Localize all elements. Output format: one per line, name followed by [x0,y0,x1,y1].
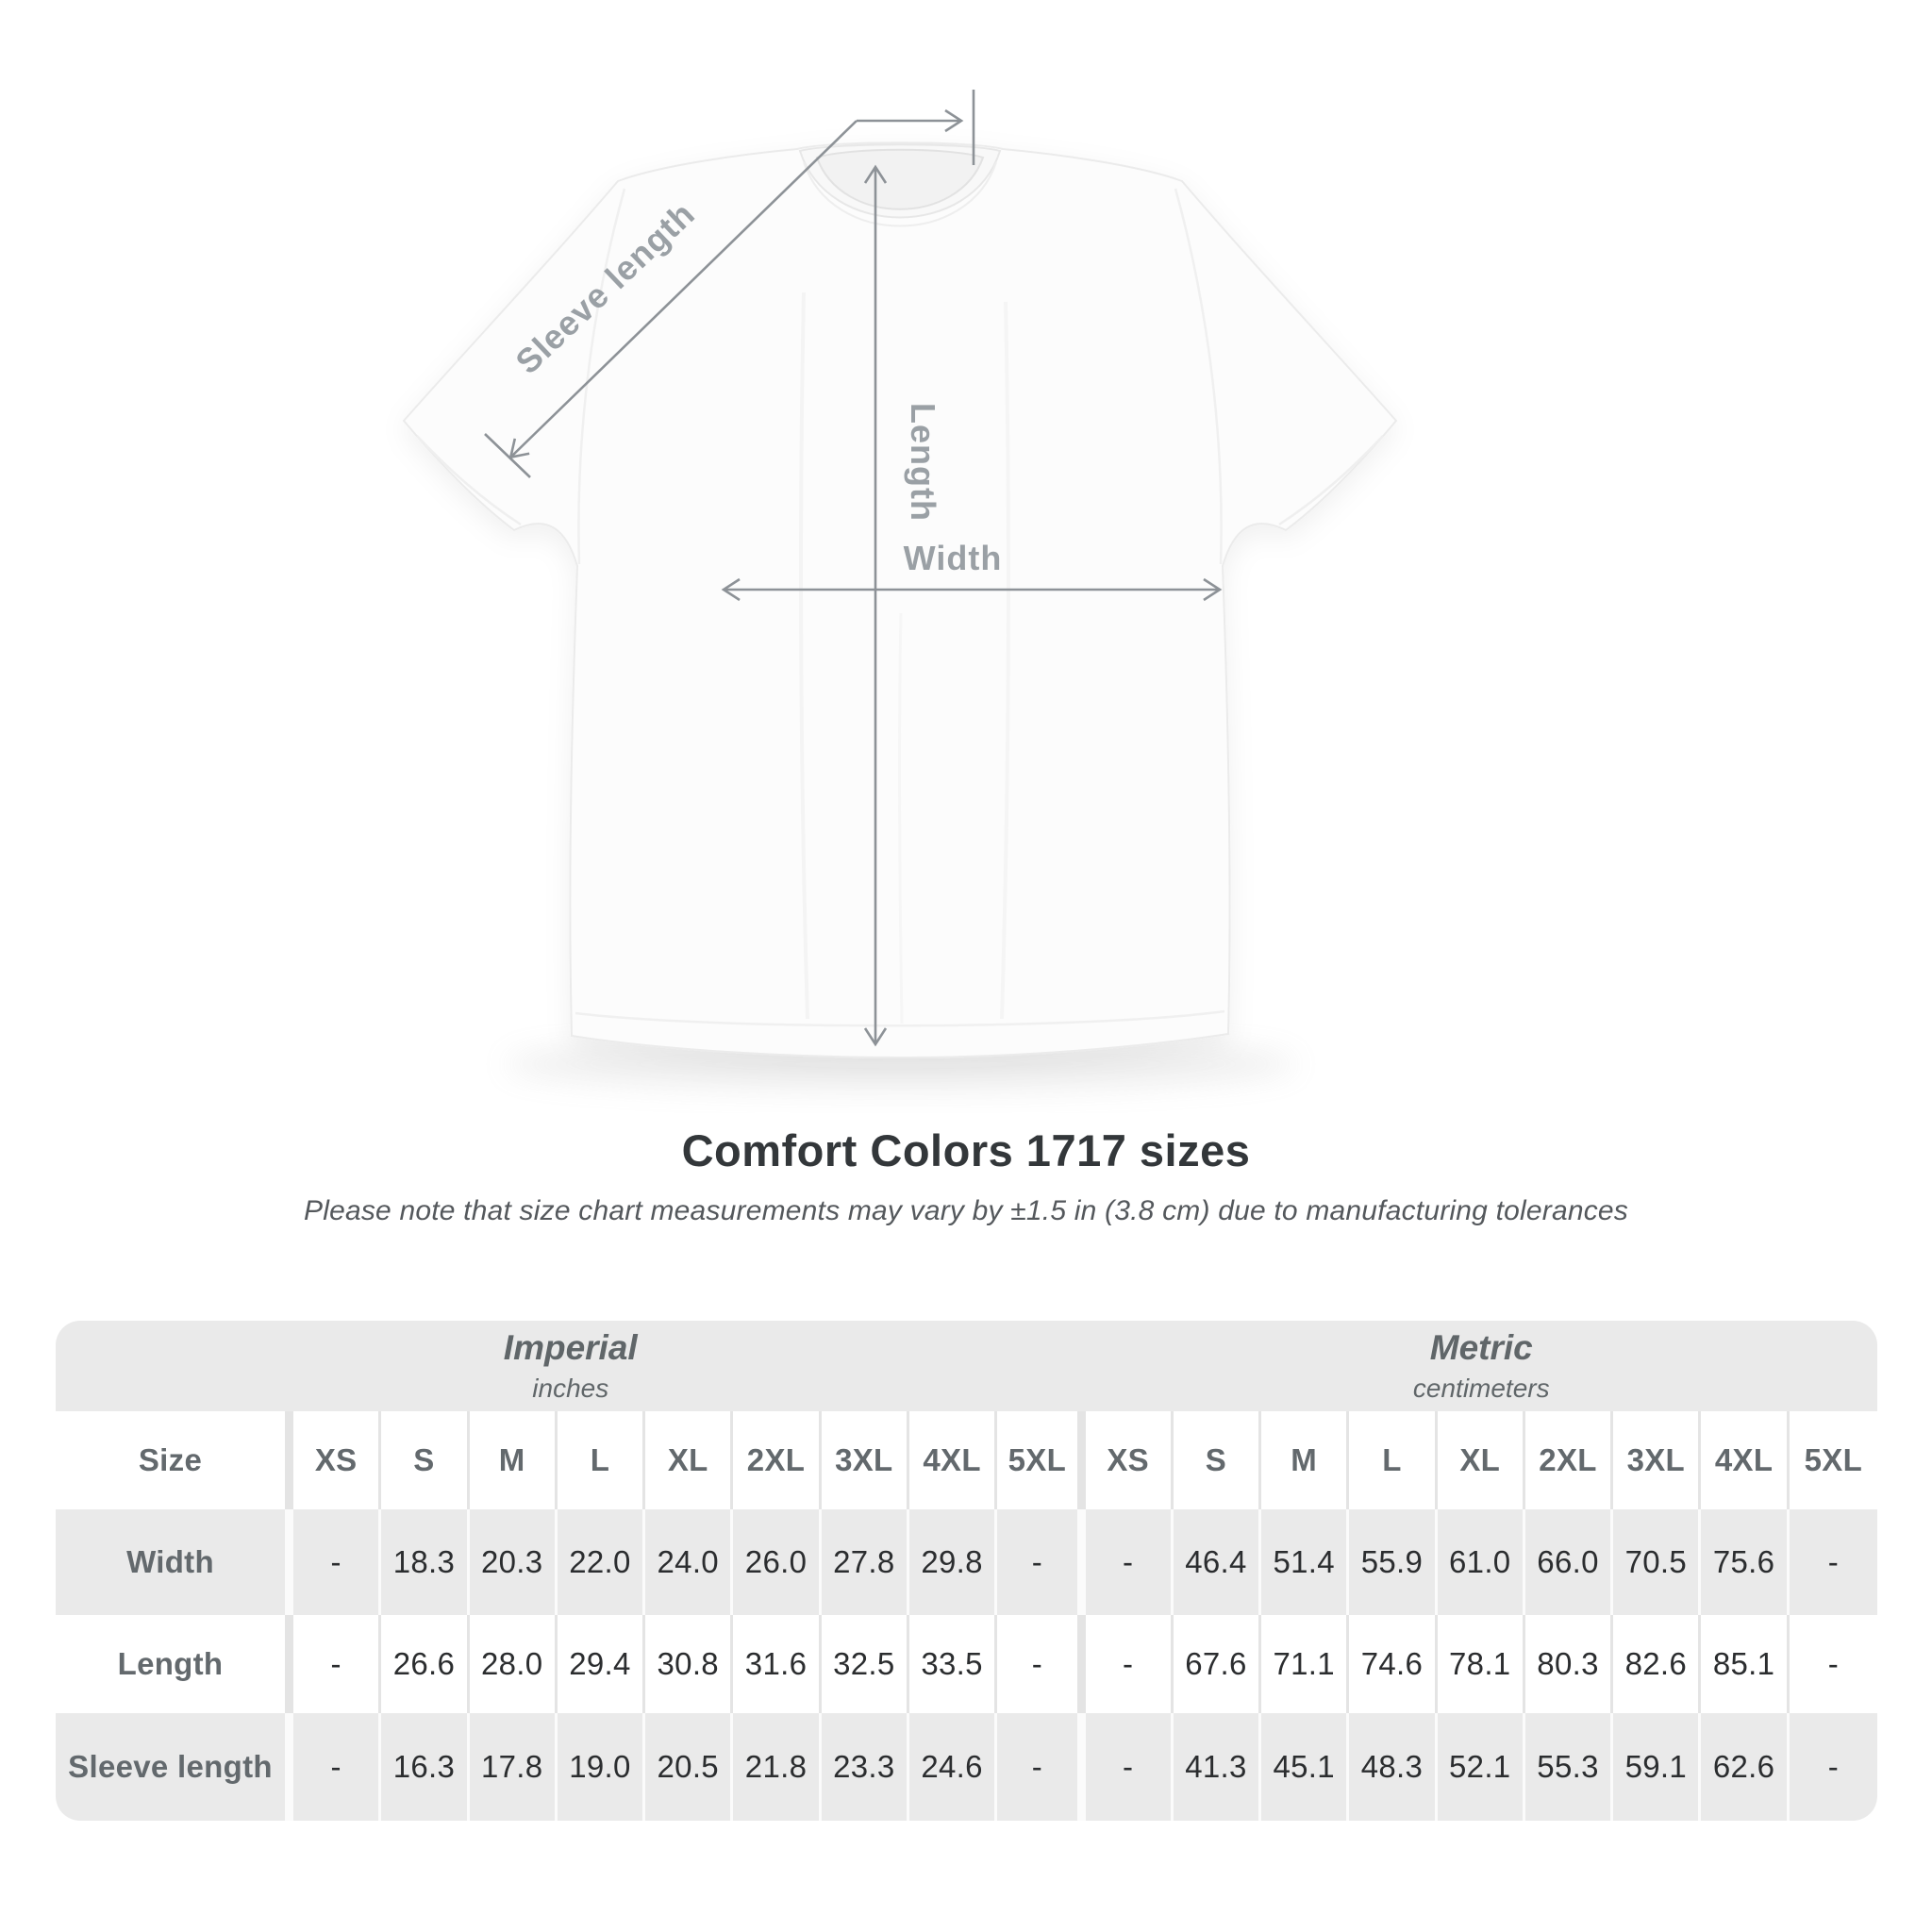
size-col-header-imperial-6-text: 3XL [835,1442,893,1477]
table-value-cell [909,1713,997,1821]
table-value-cell [909,1615,997,1713]
size-col-header-imperial-2 [470,1411,558,1509]
table-value-cell [1525,1509,1613,1615]
table-value-cell [1790,1615,1877,1713]
table-value-cell-text: - [1122,1544,1134,1579]
table-value-cell [293,1713,381,1821]
table-value-cell-text: 22.0 [569,1544,631,1579]
row-label-cell-text: Width [126,1544,214,1579]
table-value-cell-text: 71.1 [1273,1646,1335,1681]
size-col-header-metric-6 [1613,1411,1701,1509]
table-value-cell [1349,1615,1437,1713]
table-value-cell-text: 62.6 [1712,1749,1775,1784]
table-value-cell [381,1713,469,1821]
table-value-cell-text: 17.8 [480,1749,543,1784]
table-value-cell [381,1615,469,1713]
size-col-header-metric-6-text: 3XL [1626,1442,1685,1477]
size-col-header-metric-8-text: 5XL [1804,1442,1863,1477]
page-title: Comfort Colors 1717 sizes [681,1125,1251,1175]
table-value-cell-text: - [1122,1749,1134,1784]
size-col-header-imperial-7-text: 4XL [923,1442,981,1477]
table-value-cell [1438,1509,1525,1615]
imperial-group-header [56,1321,1086,1411]
sleeve-length-label: Sleeve length [508,193,703,382]
size-col-header-imperial-0-text: XS [314,1442,358,1477]
imperial-group-unit: inches [532,1374,609,1403]
size-header-cell-text: Size [138,1442,203,1477]
size-table-grid [56,1321,1877,1821]
table-value-cell [470,1713,558,1821]
table-value-cell-text: 70.5 [1624,1544,1688,1579]
size-col-header-imperial-8-text: 5XL [1008,1442,1067,1477]
table-value-cell-text: 55.9 [1360,1544,1424,1579]
table-value-cell-text: 74.6 [1360,1646,1424,1681]
table-value-cell-text: 80.3 [1537,1646,1599,1681]
table-value-cell-text: - [1031,1544,1042,1579]
table-value-cell [1525,1615,1613,1713]
table-value-cell-text: 55.3 [1537,1749,1599,1784]
size-col-header-metric-5-text: 2XL [1539,1442,1597,1477]
table-value-cell-text: 48.3 [1360,1749,1424,1784]
table-value-cell-text: 20.5 [657,1749,719,1784]
size-col-header-imperial-4 [645,1411,733,1509]
table-value-cell-text: 29.8 [921,1544,983,1579]
table-value-cell [1701,1713,1789,1821]
table-value-cell [1349,1713,1437,1821]
table-value-cell [381,1509,469,1615]
table-value-cell [558,1509,645,1615]
table-value-cell [1613,1509,1701,1615]
table-value-cell-text: 31.6 [744,1646,808,1681]
length-label: Length [904,403,942,522]
table-value-cell-text: 51.4 [1273,1544,1335,1579]
size-col-header-metric-7 [1701,1411,1789,1509]
tolerance-note: Please note that size chart measurements may vary by ±1.5 in (3.8 cm) due to manufacturing tolerances [304,1195,1628,1226]
table-value-cell-text: 16.3 [392,1749,456,1784]
table-value-cell-text: 45.1 [1273,1749,1335,1784]
size-col-header-metric-5 [1525,1411,1613,1509]
size-col-header-imperial-5-text: 2XL [746,1442,806,1477]
size-col-header-metric-0 [1086,1411,1174,1509]
table-value-cell [822,1509,909,1615]
table-value-cell [1174,1713,1261,1821]
size-col-header-metric-2-text: M [1291,1442,1318,1477]
table-value-cell-text: 28.0 [480,1646,543,1681]
row-label-cell [56,1713,293,1821]
metric-group-unit: centimeters [1412,1374,1550,1403]
table-value-cell [733,1615,821,1713]
title-block [0,1124,1932,1227]
row-label-cell [56,1615,293,1713]
table-value-cell [1261,1713,1349,1821]
table-value-cell [909,1509,997,1615]
size-col-header-imperial-8 [997,1411,1085,1509]
table-value-cell [1349,1509,1437,1615]
size-col-header-imperial-0 [293,1411,381,1509]
table-value-cell-text: 29.4 [569,1646,631,1681]
table-value-cell-text: - [330,1749,341,1784]
size-col-header-imperial-7 [909,1411,997,1509]
size-col-header-metric-7-text: 4XL [1714,1442,1774,1477]
width-label: Width [903,539,1003,577]
table-value-cell [997,1713,1085,1821]
table-value-cell-text: 59.1 [1624,1749,1688,1784]
table-value-cell-text: 24.0 [657,1544,719,1579]
table-value-cell [1261,1509,1349,1615]
table-value-cell-text: 18.3 [392,1544,456,1579]
size-col-header-imperial-1-text: S [413,1442,435,1477]
table-value-cell [1174,1615,1261,1713]
table-value-cell-text: 30.8 [657,1646,719,1681]
table-value-cell-text: 61.0 [1449,1544,1511,1579]
table-value-cell-text: - [1031,1749,1042,1784]
table-value-cell [1438,1615,1525,1713]
table-value-cell [997,1509,1085,1615]
table-value-cell-text: 20.3 [480,1544,543,1579]
imperial-group-label: Imperial [503,1328,638,1367]
table-value-cell-text: 66.0 [1537,1544,1599,1579]
table-value-cell [1086,1615,1174,1713]
row-label-cell [56,1509,293,1615]
table-value-cell [558,1713,645,1821]
size-col-header-imperial-6 [822,1411,909,1509]
row-label-cell-text: Length [117,1646,224,1681]
size-col-header-metric-1 [1174,1411,1261,1509]
table-value-cell [1174,1509,1261,1615]
table-value-cell-text: 46.4 [1185,1544,1247,1579]
table-value-cell-text: 23.3 [833,1749,895,1784]
table-value-cell-text: 32.5 [833,1646,895,1681]
table-value-cell-text: - [1122,1646,1134,1681]
size-col-header-imperial-1 [381,1411,469,1509]
table-value-cell-text: - [1827,1544,1839,1579]
table-value-cell-text: 67.6 [1185,1646,1247,1681]
table-value-cell [997,1615,1085,1713]
table-value-cell [1701,1615,1789,1713]
table-value-cell-text: 78.1 [1449,1646,1511,1681]
table-value-cell [293,1615,381,1713]
tshirt-mockup [404,142,1396,1058]
size-col-header-imperial-2-text: M [498,1442,525,1477]
table-value-cell-text: - [1827,1749,1839,1784]
table-value-cell [1086,1509,1174,1615]
size-col-header-imperial-5 [733,1411,821,1509]
table-value-cell-text: 85.1 [1712,1646,1775,1681]
table-value-cell-text: - [1827,1646,1839,1681]
metric-group-header [1086,1321,1878,1411]
table-value-cell [470,1615,558,1713]
table-value-cell [1438,1713,1525,1821]
table-value-cell [1790,1713,1877,1821]
table-value-cell-text: 26.0 [744,1544,808,1579]
size-col-header-metric-4 [1438,1411,1525,1509]
table-value-cell [822,1713,909,1821]
table-value-cell [470,1509,558,1615]
table-value-cell [558,1615,645,1713]
table-value-cell [645,1615,733,1713]
size-col-header-metric-4-text: XL [1459,1442,1501,1477]
table-value-cell [1790,1509,1877,1615]
size-col-header-metric-2 [1261,1411,1349,1509]
table-value-cell-text: 26.6 [392,1646,456,1681]
table-value-cell-text: - [330,1646,341,1681]
table-value-cell-text: 19.0 [569,1749,631,1784]
table-value-cell-text: 41.3 [1185,1749,1247,1784]
table-value-cell [733,1509,821,1615]
row-label-cell-text: Sleeve length [68,1749,273,1784]
size-col-header-imperial-3 [558,1411,645,1509]
table-value-cell-text: 33.5 [921,1646,983,1681]
table-value-cell [293,1509,381,1615]
table-value-cell [645,1509,733,1615]
table-value-cell [1701,1509,1789,1615]
size-col-header-imperial-3-text: L [590,1442,610,1477]
table-value-cell-text: - [1031,1646,1042,1681]
table-value-cell [1086,1713,1174,1821]
table-value-cell-text: - [330,1544,341,1579]
table-value-cell-text: 24.6 [921,1749,983,1784]
table-value-cell [645,1713,733,1821]
size-col-header-metric-3-text: L [1382,1442,1402,1477]
metric-group-label: Metric [1429,1328,1533,1367]
table-value-cell [822,1615,909,1713]
table-value-cell [1613,1615,1701,1713]
size-col-header-metric-8 [1790,1411,1877,1509]
table-value-cell [1525,1713,1613,1821]
table-value-cell-text: 82.6 [1624,1646,1688,1681]
table-value-cell-text: 75.6 [1712,1544,1775,1579]
table-value-cell [733,1713,821,1821]
table-value-cell-text: 27.8 [833,1544,895,1579]
table-value-cell-text: 52.1 [1449,1749,1511,1784]
size-col-header-metric-1-text: S [1205,1442,1227,1477]
size-header-cell [56,1411,293,1509]
table-value-cell [1613,1713,1701,1821]
size-col-header-imperial-4-text: XL [667,1442,708,1477]
size-col-header-metric-0-text: XS [1107,1442,1149,1477]
table-value-cell-text: 21.8 [744,1749,808,1784]
size-col-header-metric-3 [1349,1411,1437,1509]
table-value-cell [1261,1615,1349,1713]
